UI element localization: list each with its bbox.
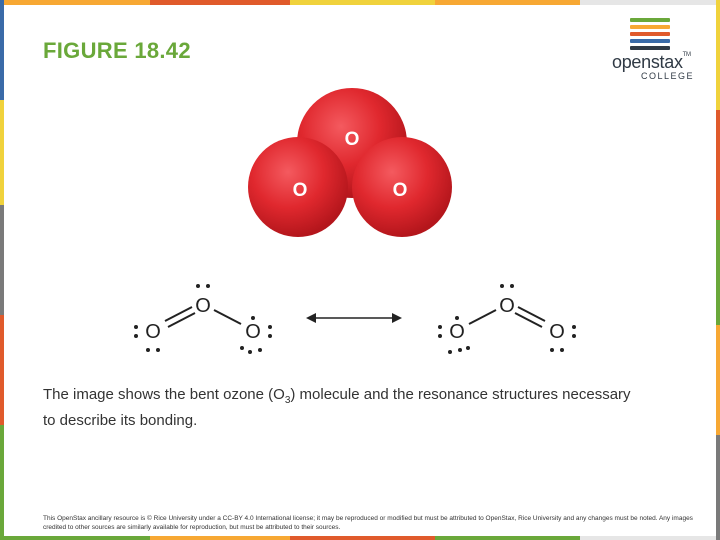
atom-label-top: O bbox=[344, 129, 360, 150]
right-border-stripe bbox=[716, 0, 720, 540]
double-bond-line-2 bbox=[168, 313, 195, 327]
right-structure-left-oxygen: O bbox=[449, 321, 465, 343]
resonance-structure-right bbox=[438, 284, 576, 354]
single-bond-line bbox=[214, 310, 241, 324]
openstax-logo-bars bbox=[630, 18, 670, 53]
resonance-arrow bbox=[306, 313, 402, 323]
ozone-space-filling-model bbox=[240, 85, 470, 255]
single-bond-line bbox=[469, 310, 496, 324]
left-structure-top-oxygen: O bbox=[195, 295, 211, 317]
bottom-border-stripe bbox=[0, 536, 720, 540]
double-bond-line-1 bbox=[518, 307, 545, 321]
license-footer: This OpenStax ancillary resource is © Rice University under a CC-BY 4.0 International license; it may be reproduced or modified but must be attributed to OpenStax, Rice University and any changes must be noted. Any images credited to other sources are similarly available for reproduction, but must be attributed to their sources. bbox=[43, 515, 693, 531]
ozone-resonance-structures bbox=[110, 272, 600, 372]
openstax-wordmark: openstax™ bbox=[612, 52, 691, 72]
openstax-logo bbox=[608, 18, 698, 81]
left-border-stripe bbox=[0, 0, 4, 540]
double-bond-line-2 bbox=[515, 313, 542, 327]
left-structure-left-oxygen: O bbox=[145, 321, 161, 343]
top-border-stripe bbox=[0, 0, 720, 5]
resonance-structure-left bbox=[134, 284, 272, 354]
atom-label-right: O bbox=[392, 180, 408, 201]
figure-caption: The image shows the bent ozone $(O_3)$ molecule and the resonance structures necessary to describe its bonding. bbox=[43, 386, 631, 429]
right-structure-right-oxygen: O bbox=[549, 321, 565, 343]
left-structure-right-oxygen: O bbox=[245, 321, 261, 343]
double-bond-line-1 bbox=[165, 307, 192, 321]
atom-label-left: O bbox=[292, 180, 308, 201]
right-structure-top-oxygen: O bbox=[499, 295, 515, 317]
openstax-college-label: COLLEGE bbox=[641, 71, 695, 81]
figure-title: FIGURE 18.42 bbox=[43, 38, 191, 63]
